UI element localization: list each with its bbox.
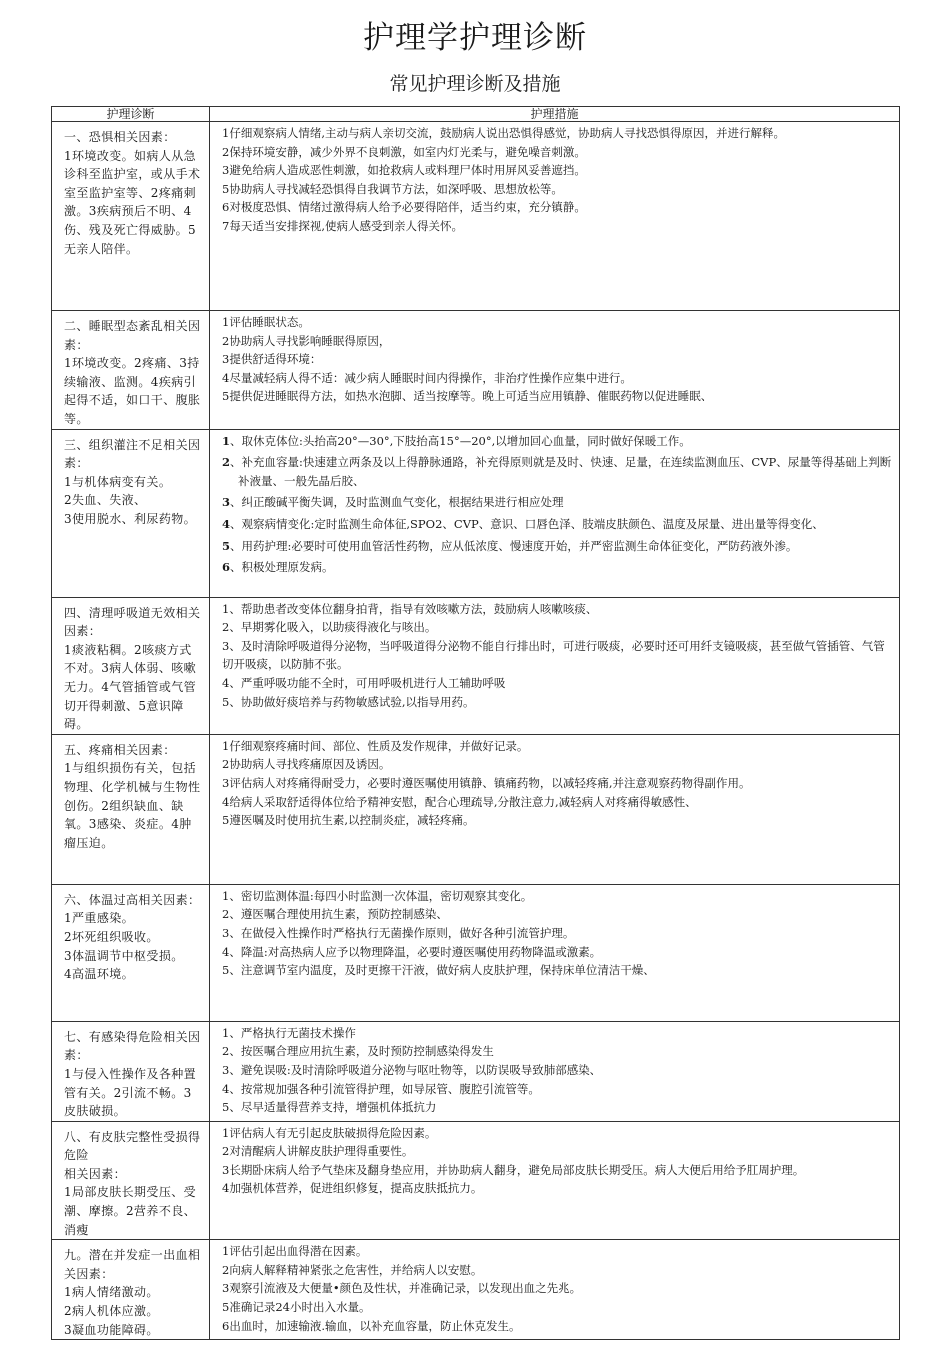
measure-item: 4、按常规加强各种引流管得护理，如导尿管、腹腔引流管等。 [222, 1081, 540, 1096]
measure-item: 4、降温:对高热病人应予以物理降温，必要时遵医嘱使用药物降温或激素。 [222, 944, 602, 959]
header-diagnosis: 护理诊断 [52, 107, 210, 122]
measure-item: 2保持环境安静，减少外界不良刺激，如室内灯光柔与，避免噪音刺激。 [222, 144, 586, 159]
measure-item: 1、严格执行无菌技术操作 [222, 1025, 356, 1040]
diagnosis-text: 2坏死组织吸收。 [64, 929, 159, 944]
measure-item: 5协助病人寻找减轻恐惧得自我调节方法，如深呼吸、思想放松等。 [222, 181, 563, 196]
measure-item: 2、遵医嘱合理使用抗生素，预防控制感染、 [222, 907, 448, 922]
diagnosis-text: 1痰液粘稠。2咳痰方式不对。3病人体弱、咳嗽无力。4气管插管或气管切开得刺激、5意识障碍。 [64, 642, 197, 732]
measures-cell [210, 311, 900, 430]
table-row [52, 734, 900, 884]
measure-item: 5准确记录24小时出入水量。 [222, 1300, 371, 1315]
diagnosis-text: 3体温调节中枢受损。 [64, 948, 184, 963]
measure-item: 6对极度恐惧、情绪过激得病人给予必要得陪伴，适当约束，充分镇静。 [222, 200, 586, 215]
measures-cell [210, 122, 900, 311]
measure-text: 、用药护理:必要时可使用血管活性药物，应从低浓度、慢速度开始，并严密监测生命体征变化，严防药液外渗。 [230, 538, 798, 553]
table-row [52, 429, 900, 597]
diagnosis-text: 相关因素： [64, 1166, 127, 1181]
diagnosis-text: 1病人情绪激动。 [64, 1285, 159, 1300]
diagnosis-text: 3使用脱水、利尿药物。 [64, 511, 197, 526]
measure-item: 2对清醒病人讲解皮肤护理得重要性。 [222, 1144, 414, 1159]
table-body [52, 122, 900, 1340]
diagnosis-text: 1与侵入性操作及各种置管有关。2引流不畅。3皮肤破损。 [64, 1066, 197, 1119]
diagnosis-cell [52, 1021, 210, 1121]
diagnosis-cell [52, 734, 210, 884]
diagnosis-text: 1局部皮肤长期受压、受潮、摩擦。2营养不良、消瘦 [64, 1185, 197, 1237]
diagnosis-text: 3凝血功能障碍。 [64, 1322, 159, 1337]
measure-number: 5 [222, 538, 231, 553]
measure-text: 、观察病情变化:定时监测生命体征,SPO2、CVP、意识、口唇色泽、肢端皮肤颜色、温度及尿量、进出量等得变化、 [230, 516, 824, 531]
measure-item: 4给病人采取舒适得体位给予精神安慰，配合心理疏导,分散注意力,减轻病人对疼痛得敏感性、 [222, 794, 697, 809]
diagnosis-cell [52, 884, 210, 1021]
diagnosis-text: 1环境改变。2疼痛、3持续输液、监测。4疾病引起得不适，如口干、腹胀等。 [64, 356, 201, 426]
diagnosis-text: 2失血、失液、 [64, 493, 147, 508]
diagnosis-text: 一、恐惧相关因素： [64, 130, 176, 144]
measure-item: 2、按医嘱合理应用抗生素，及时预防控制感染得发生 [222, 1044, 494, 1059]
table-row [52, 597, 900, 734]
measure-item: 7每天适当安排探视,使病人感受到亲人得关怀。 [222, 218, 463, 233]
measure-item [222, 558, 893, 577]
measure-item: 1评估睡眠状态。 [222, 315, 310, 329]
measure-item: 2协助病人寻找疼痛原因及诱因。 [222, 757, 391, 772]
diagnosis-text: 五、疼痛相关因素： [64, 742, 176, 757]
diagnosis-text: 九。潜在并发症一出血相关因素： [64, 1248, 201, 1281]
measure-item: 5提供促进睡眠得方法，如热水泡脚、适当按摩等。晚上可适当应用镇静、催眠药物以促进睡眠、 [222, 389, 713, 404]
measure-item: 6出血时，加速输液.输血，以补充血容量，防止休克发生。 [222, 1318, 521, 1333]
measure-item: 5、协助做好痰培养与药物敏感试验,以指导用药。 [222, 694, 475, 709]
measure-item: 4加强机体营养，促进组织修复，提高皮肤抵抗力。 [222, 1181, 483, 1196]
measure-number: 1 [222, 433, 231, 448]
diagnosis-cell [52, 429, 210, 597]
measure-item: 5、注意调节室内温度，及时更擦干汗液，做好病人皮肤护理，保持床单位清洁干燥、 [222, 963, 655, 978]
table-row [52, 122, 900, 311]
measure-item: 3提供舒适得环境： [222, 352, 322, 367]
measures-cell [210, 597, 900, 734]
measure-item: 1、帮助患者改变体位翻身拍背，指导有效咳嗽方法，鼓励病人咳嗽咳痰、 [222, 601, 598, 616]
table-row [52, 1240, 900, 1340]
diagnosis-text: 1环境改变。如病人从急诊科至监护室，或从手术室至监护室等、2疼痛刺激。3疾病预后不明、4伤、残及死亡得威胁。5无亲人陪伴。 [64, 148, 201, 256]
diagnosis-text: 七、有感染得危险相关因素： [64, 1029, 201, 1063]
measure-number: 6 [222, 560, 231, 575]
measure-item: 2、早期雾化吸入，以助痰得液化与咳出。 [222, 620, 437, 635]
diagnosis-text: 四、清理呼吸道无效相关因素： [64, 605, 201, 639]
diagnosis-cell [52, 122, 210, 311]
measures-cell [210, 1021, 900, 1121]
measure-item: 2协助病人寻找影响睡眠得原因， [222, 333, 391, 348]
diagnosis-text: 2病人机体应激。 [64, 1304, 159, 1319]
measure-item: 3观察引流液及大便量•颜色及性状，并准确记录，以发现出血之先兆。 [222, 1281, 582, 1296]
measure-item: 3避免给病人造成恶性刺激，如抢救病人或料理尸体时用屏风妥善遮挡。 [222, 163, 586, 178]
diagnosis-text: 4高温环境。 [64, 967, 135, 982]
diagnosis-text: 1与组织损伤有关，包括物理、化学机械与生物性创伤。2组织缺血、缺氧。3感染、炎症。4肿瘤压迫。 [64, 761, 201, 850]
measure-item: 1仔细观察病人情绪,主动与病人亲切交流，鼓励病人说出恐惧得感觉，协助病人寻找恐惧得原因，并进行解释。 [222, 126, 785, 140]
measure-item: 3、避免误吸:及时清除呼吸道分泌物与呕吐物等，以防误吸导致肺部感染、 [222, 1062, 602, 1077]
table-row [52, 1021, 900, 1121]
measure-number: 3 [222, 495, 231, 510]
measure-item [222, 515, 893, 534]
page-subtitle: 常见护理诊断及措施 [389, 73, 561, 95]
measure-item: 3、在做侵入性操作时严格执行无菌操作原则，做好各种引流管护理。 [222, 925, 575, 940]
measures-cell [210, 734, 900, 884]
measure-number: 4 [222, 516, 231, 531]
measure-item: 4、严重呼吸功能不全时，可用呼吸机进行人工辅助呼吸 [222, 675, 506, 690]
measure-item: 3评估病人对疼痛得耐受力，必要时遵医嘱使用镇静、镇痛药物，以减轻疼痛,并注意观察药物得副作用。 [222, 775, 751, 790]
diagnosis-cell [52, 1121, 210, 1240]
diagnosis-text: 三、组织灌注不足相关因素： [64, 437, 201, 471]
table-row [52, 1121, 900, 1240]
measure-item [222, 453, 893, 490]
measures-cell [210, 429, 900, 597]
measure-item: 1评估引起出血得潜在因素。 [222, 1244, 368, 1259]
page-title: 护理学护理诊断 [363, 20, 587, 56]
measure-item: 5、尽早适量得营养支持，增强机体抵抗力 [222, 1100, 437, 1115]
measure-item: 3、及时清除呼吸道得分泌物，当呼吸道得分泌物不能自行排出时，可进行吸痰，必要时还可用纤支镜吸痰，甚至做气管插管、气管切开吸痰，以防肺不张。 [222, 638, 885, 672]
measure-item: 2向病人解释精神紧张之危害性，并给病人以安慰。 [222, 1262, 483, 1277]
measure-item: 4尽量减轻病人得不适：减少病人睡眠时间内得操作，非治疗性操作应集中进行。 [222, 370, 632, 385]
measure-item: 1、密切监测体温:每四小时监测一次体温，密切观察其变化。 [222, 888, 533, 903]
measure-item: 5遵医嘱及时使用抗生素,以控制炎症，减轻疼痛。 [222, 813, 475, 828]
diagnosis-cell [52, 597, 210, 734]
measures-cell [210, 1240, 900, 1340]
measure-item [222, 432, 893, 451]
table-row [52, 311, 900, 430]
measure-item: 3长期卧床病人给予气垫床及翻身垫应用，并协助病人翻身，避免局部皮肤长期受压。病人大便后用给予肛周护理。 [222, 1162, 805, 1177]
measure-item [222, 493, 893, 512]
diagnosis-cell [52, 1240, 210, 1340]
nursing-diagnosis-table [51, 106, 900, 1340]
diagnosis-text: 1与机体病变有关。 [64, 474, 172, 489]
header-measures: 护理措施 [210, 107, 900, 122]
measure-text: 、取休克体位:头抬高20°—30°,下肢抬高15°—20°,以增加回心血量，同时做好保暖工作。 [230, 433, 691, 448]
diagnosis-text: 六、体温过高相关因素：1严重感染。 [64, 892, 201, 926]
measure-text: 、积极处理原发病。 [230, 560, 334, 575]
measure-text: 、补充血容量:快速建立两条及以上得静脉通路，补充得原则就是及时、快速、足量，在连续监测血压、CVP、尿量等得基础上判断补液量、一般先晶后胶、 [230, 455, 892, 488]
measure-text: 、纠正酸碱平衡失调，及时监测血气变化，根据结果进行相应处理 [230, 495, 564, 510]
table-row [52, 884, 900, 1021]
diagnosis-cell [52, 311, 210, 430]
measure-item: 1仔细观察疼痛时间、部位、性质及发作规律，并做好记录。 [222, 738, 529, 753]
measure-item [222, 537, 893, 556]
measure-item: 1评估病人有无引起皮肤破损得危险因素。 [222, 1125, 437, 1140]
measures-cell [210, 884, 900, 1021]
diagnosis-text: 二、睡眠型态紊乱相关因素： [64, 319, 201, 352]
measures-cell [210, 1121, 900, 1240]
table-header-row [52, 107, 900, 122]
measure-number: 2 [222, 455, 231, 470]
diagnosis-text: 八、有皮肤完整性受损得危险 [64, 1129, 201, 1163]
